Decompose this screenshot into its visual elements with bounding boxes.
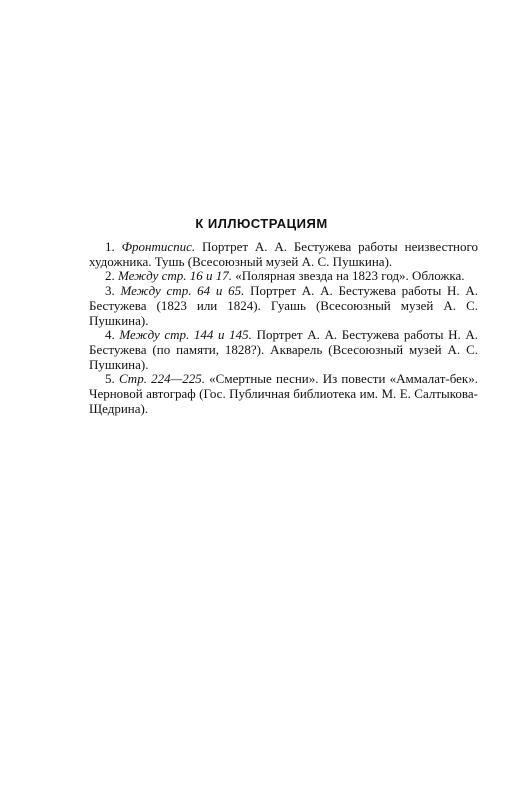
entry-location: Стр. 224—225. bbox=[118, 371, 205, 387]
entry-number: 2. bbox=[105, 268, 115, 284]
entry-number: 1. bbox=[105, 239, 115, 254]
list-item bbox=[89, 328, 478, 372]
entry-number: 4. bbox=[105, 327, 115, 343]
entry-location: Между стр. 144 и 145. bbox=[119, 327, 252, 343]
list-item bbox=[89, 240, 478, 269]
entry-number: 3. bbox=[105, 283, 115, 299]
entry-location: Между стр. 64 и 65. bbox=[120, 283, 245, 299]
entry-description: «Смертные песни». Из повести «Аммалат-бек». Черновой автограф (Гос. Публичная библиотека им. М. Е. Салтыкова-Щедрина). bbox=[89, 371, 478, 416]
list-item bbox=[89, 284, 478, 328]
entry-location: Между стр. 16 и 17. bbox=[118, 268, 233, 284]
entry-description: Портрет А. А. Бестужева работы Н. А. Бестужева (1823 или 1824). Гуашь (Всесоюзный музей А. С. Пушкина). bbox=[89, 283, 479, 328]
page-heading: К ИЛЛЮСТРАЦИЯМ bbox=[195, 216, 328, 231]
list-item bbox=[89, 269, 478, 284]
entry-description: «Полярная звезда на 1823 год». Обложка. bbox=[235, 268, 465, 284]
entry-location: Фронтиспис. bbox=[121, 239, 196, 254]
entry-number: 5. bbox=[105, 371, 115, 387]
illustrations-list bbox=[89, 240, 478, 416]
entry-description: Портрет А. А. Бестужева работы Н. А. Бестужева (по памяти, 1828?). Акварель (Всесоюзный музей А. С. Пушкина). bbox=[89, 327, 479, 372]
entry-description: Портрет А. А. Бестужева работы неизвестного художника. Тушь (Всесоюзный музей А. С. Пушкина). bbox=[89, 239, 479, 269]
list-item bbox=[89, 372, 478, 416]
